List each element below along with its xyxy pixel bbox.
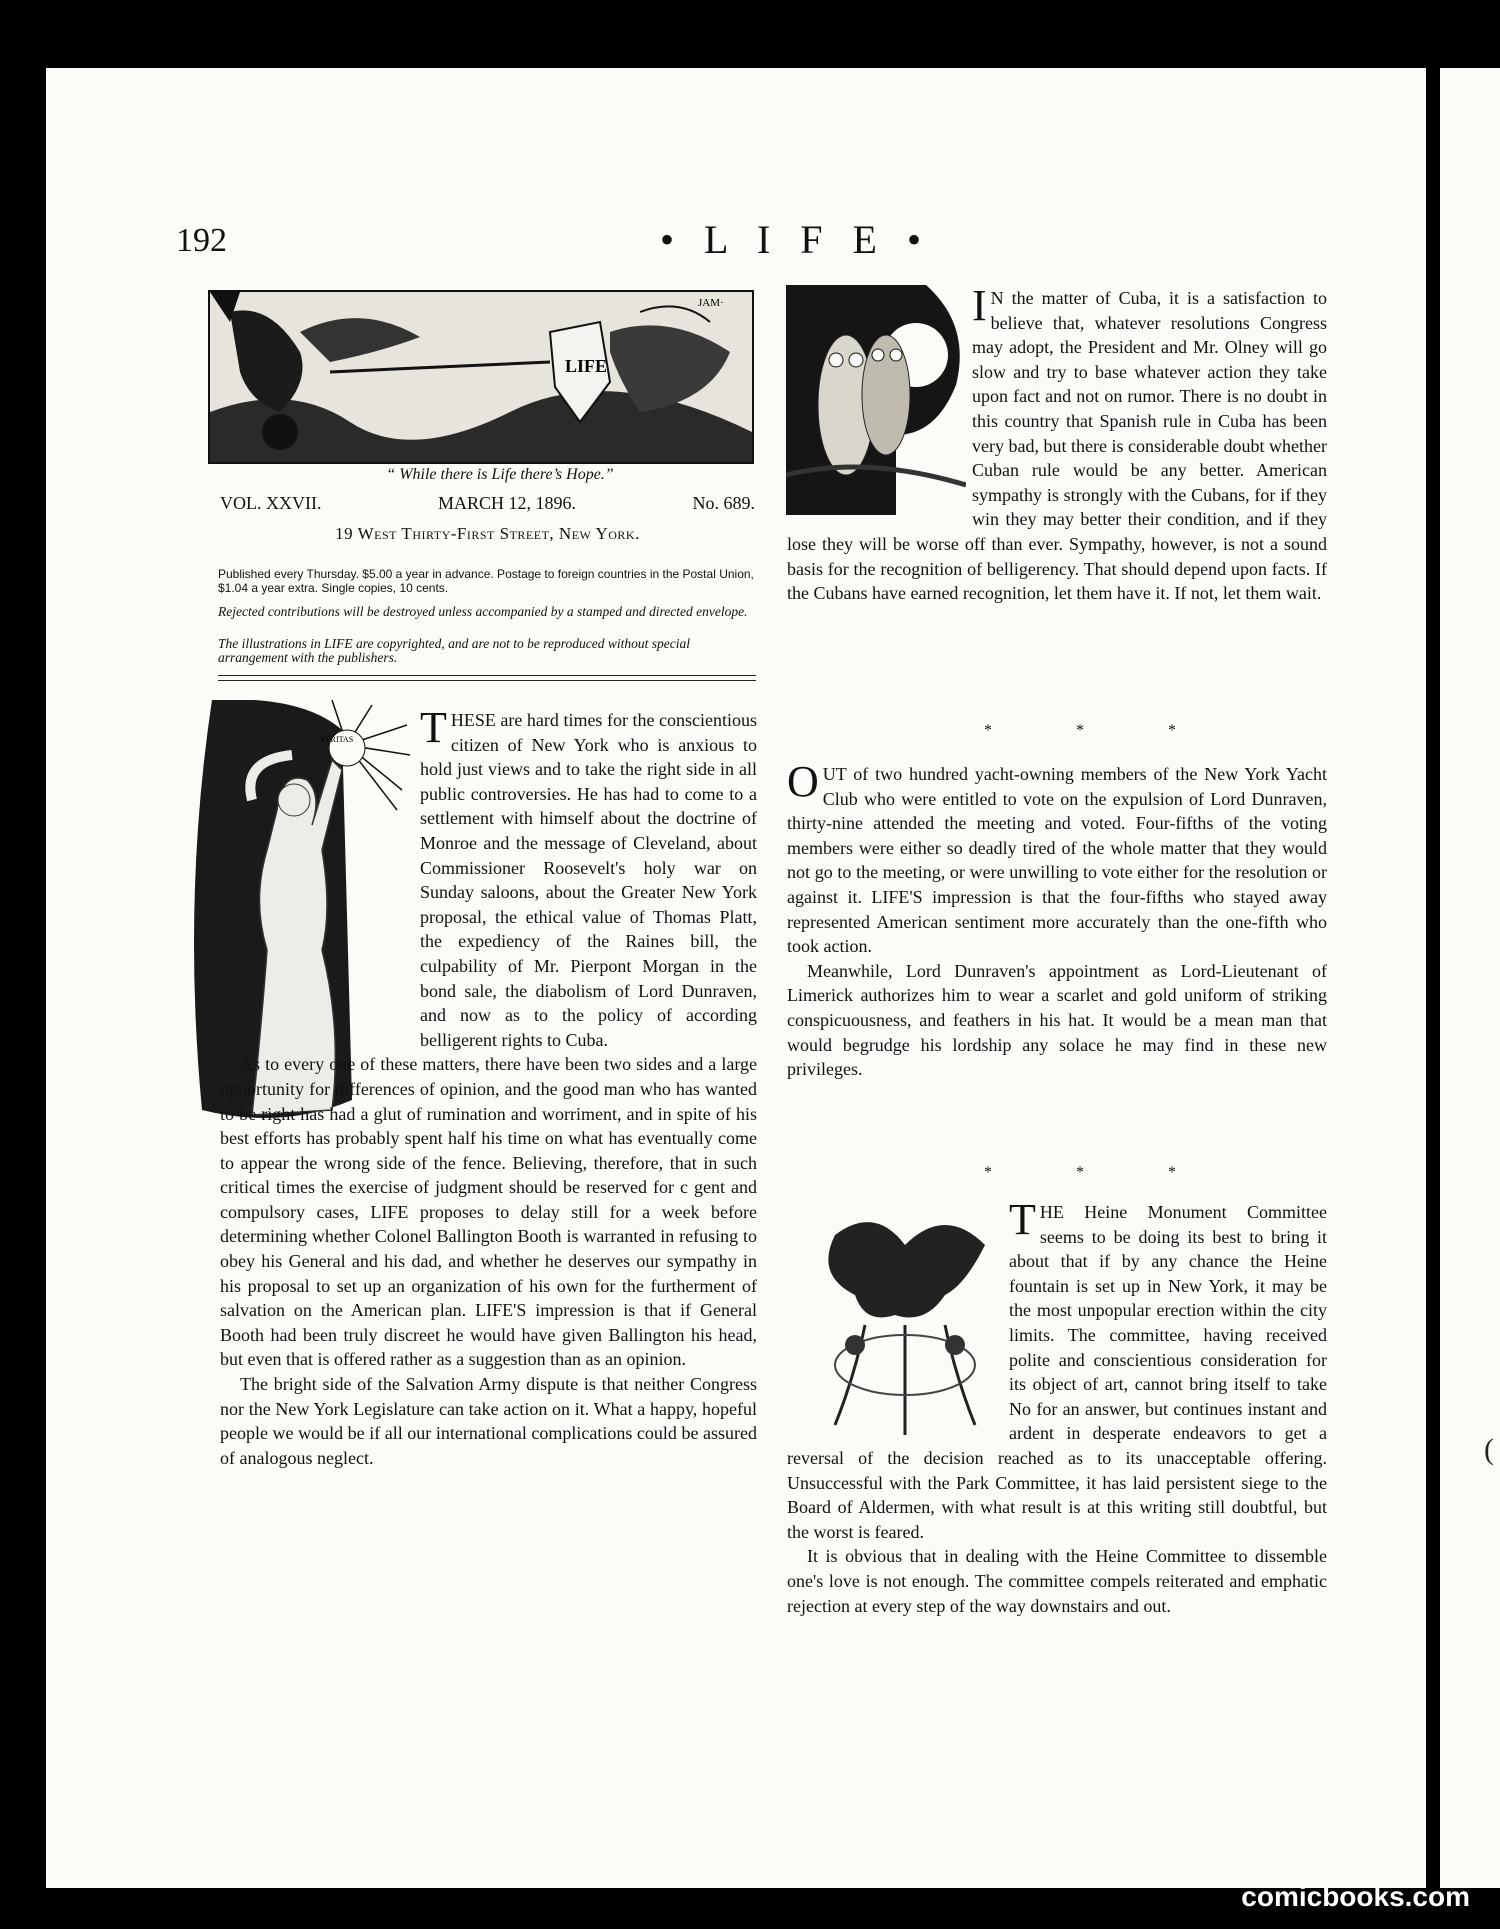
- issue-date: MARCH 12, 1896.: [437, 493, 576, 513]
- veritas-label: VERITAS: [320, 735, 354, 744]
- artist-signature: JAM·: [698, 297, 724, 309]
- drop-cap: T: [1009, 1195, 1036, 1244]
- heine-paragraph-2: It is obvious that in dealing with the Heine Committee to dissemble one's love is not enough. The committee compels reiterated and emphatic rejection at every step of the way downstairs and out.: [787, 1546, 1327, 1616]
- dunraven-paragraph-2: Meanwhile, Lord Dunraven's appointment as Lord-Lieutenant of Limerick authorizes him to wear a scarlet and gold uniform of striking conspicuousness, and feathers in his hat. It would be a mean man that would begrudge his lordship any solace he may find in these new privileges.: [787, 960, 1327, 1080]
- hard-times-paragraph-1: THESE are hard times for the conscientious citizen of New York who is anxious to hold just views and to take the right side in all public controversies. He has had to come to a settlement with himself about the doctrine of Monroe and the message of Cleveland, about Commissioner Roosevelt's holy war on Sunday saloons, about the Greater New York proposal, the ethical value of Thomas Platt, the expediency of the Raines bill, the culpability of Mr. Pierpont Morgan in the bond sale, the diabolism of Lord Dunraven, and now as to the policy of according belligerent rights to Cuba.: [420, 703, 757, 1050]
- motto: “ While there is Life there’s Hope.”: [386, 466, 614, 483]
- article-cuba: [787, 281, 1327, 606]
- knight-and-devil-drawing: [210, 292, 752, 462]
- owl-float-spacer: [787, 286, 972, 526]
- subscription-notice: Published every Thursday. $5.00 a year in advance. Postage to foreign countries in the Postal Union, $1.04 a year extra. Single copies, 10 cents.: [218, 567, 754, 595]
- section-separator: * * *: [984, 722, 1216, 739]
- heine-float-spacer: [787, 1200, 1009, 1440]
- hard-times-paragraph-3: The bright side of the Salvation Army dispute is that neither Congress nor the New York Legislature can take action on it. What a happy, hopeful people we would be if all our international complications could be assured of analogous neglect.: [220, 1374, 757, 1468]
- site-watermark: comicbooks.com: [1241, 1881, 1470, 1912]
- article-dunraven: [787, 757, 1327, 1082]
- edge-mark: (: [1484, 1433, 1494, 1466]
- article-hard-times: [220, 703, 757, 1470]
- article-heine: [787, 1195, 1327, 1618]
- adjacent-page-edge: [1440, 68, 1500, 1888]
- shield-label: LIFE: [565, 356, 608, 376]
- issue-line: [220, 493, 755, 514]
- masthead-title: • L I F E •: [660, 217, 931, 262]
- drop-cap: T: [420, 703, 447, 752]
- dunraven-paragraph-1: OUT of two hundred yacht-owning members of the New York Yacht Club who were entitled to vote on the expulsion of Lord Dunraven, thirty-nine attended the meeting and voted. Four-fifths of the voting members were either so deadly tired of the whole matter that they would not go to the meeting, or were unwilling to vote either for the resolution or against it. LIFE'S impression is that the four-fifths who stayed away represented American sentiment more accurately than the one-fifth who took action.: [787, 757, 1327, 957]
- hard-times-paragraph-2: As to every one of these matters, there have been two sides and a large opportunity for differences of opinion, and the good man who has wanted to be right has had a glut of rumination and worriment, and in spite of his best efforts has probably spent half his time on what has eventually come to appear the wrong side of the fence. Believing, therefore, that in such critical times the exercise of judgment should be reserved for c gent and compulsory cases, LIFE proposes to delay still for a week before determining whether Colonel Ballington Booth is warranted in refusing to obey his General and his dad, and whether he deserves our sympathy in his proposal to set up an organization of his own for the furtherment of salvation on the American plan. LIFE'S impression is that if General Booth had been truly discreet he would have given Ballington his head, but even that is offered rather as a suggestion than as an opinion.: [220, 1054, 757, 1370]
- section-separator: * * *: [984, 1164, 1216, 1181]
- double-rule-bottom: [218, 680, 756, 681]
- copyright-notice: The illustrations in LIFE are copyrighted, and are not to be reproduced without special arrangement with the publishers.: [218, 636, 690, 665]
- page-number: 192: [176, 222, 227, 259]
- issue-number: No. 689.: [692, 493, 755, 513]
- office-address: 19 West Thirty-First Street, New York.: [335, 524, 640, 543]
- drop-cap: I: [972, 281, 987, 330]
- heine-paragraph-1: THE Heine Monument Committee seems to be doing its best to bring it about that if by any chance the Heine fountain is set up in New York, it may be the most unpopular erection within the city limits. The committee, having received polite and conscientious consideration for its object of art, cannot bring itself to take No for an answer, but continues instant and ardent in desperate endeavors to get a reversal of the decision reached as to its unacceptable offering. Unsuccessful with the Park Committee, it has laid persistent siege to the Board of Aldermen, with what result is at this writing still doubtful, but the worst is feared.: [787, 1195, 1327, 1542]
- drop-cap: O: [787, 757, 819, 806]
- rejected-notice: Rejected contributions will be destroyed unless accompanied by a stamped and directed envelope.: [218, 604, 748, 619]
- cuba-paragraph: I N the matter of Cuba, it is a satisfaction to believe that, whatever resolutions Congress may adopt, the President and Mr. Olney will go slow and try to base whatever action they take upon fact and not on rumor. There is no doubt in this country that Spanish rule in Cuba has been very bad, but there is considerable doubt whether Cuban rule would be any better. American sympathy is strongly with the Cubans, for if they win they may better their condition, and if they lose they will be worse off than ever. Sympathy, however, is not a sound basis for the recognition of belligerency. That should depend upon facts. If the Cubans have earned recognition, let them have it. If not, let them wait.: [787, 281, 1327, 604]
- volume: VOL. XXVII.: [220, 493, 322, 513]
- banner-illustration: [208, 290, 754, 464]
- double-rule-top: [218, 675, 756, 676]
